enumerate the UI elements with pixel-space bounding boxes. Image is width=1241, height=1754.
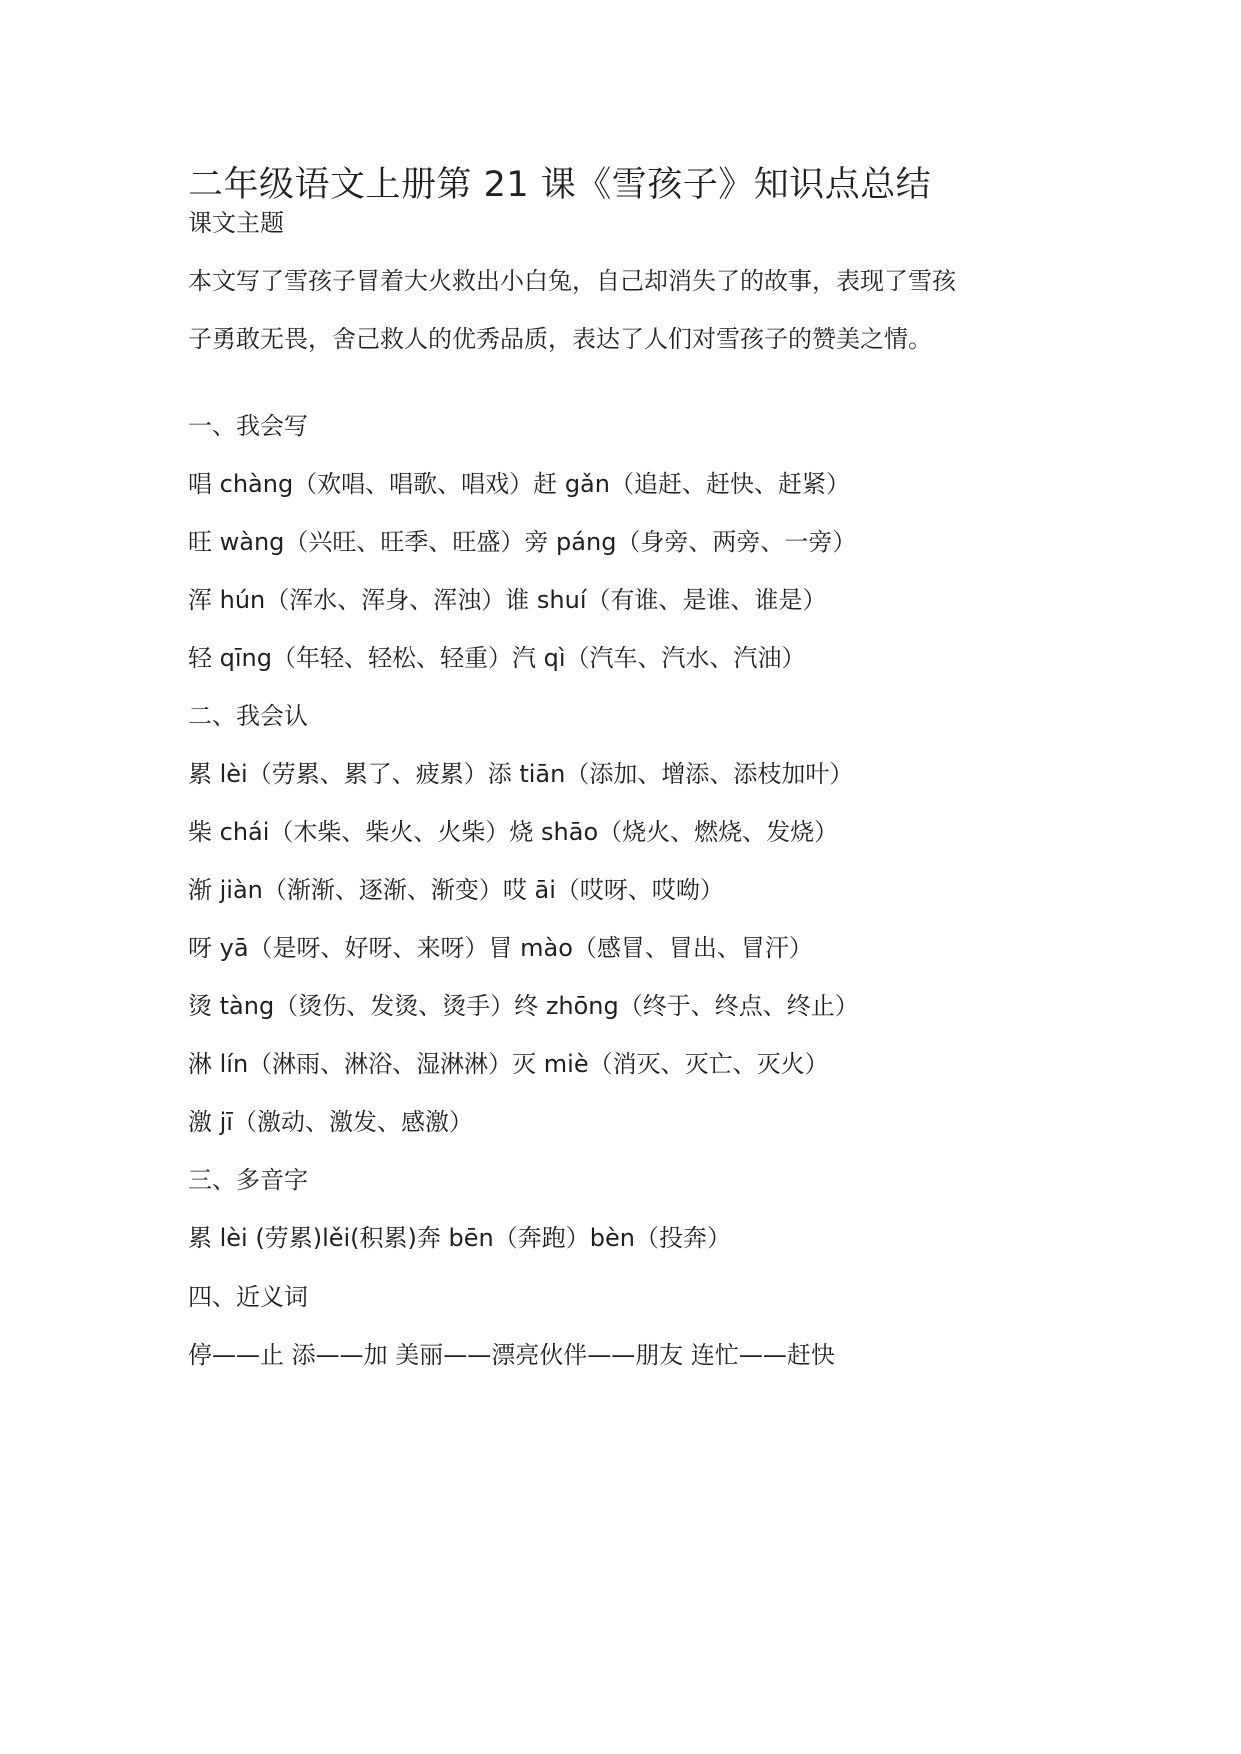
vocab-line: 呀 yā（是呀、好呀、来呀）冒 mào（感冒、冒出、冒汗） (188, 934, 813, 962)
vocab-line: 柴 chái（木柴、柴火、火柴）烧 shāo（烧火、燃烧、发烧） (188, 818, 839, 846)
vocab-line: 烫 tàng（烫伤、发烫、烫手）终 zhōng（终于、终点、终止） (188, 992, 859, 1020)
vocab-line: 轻 qīng（年轻、轻松、轻重）汽 qì（汽车、汽水、汽油） (188, 644, 806, 672)
section-heading-recognize: 二、我会认 (188, 702, 308, 730)
synonym-line: 停——止 添——加 美丽——漂亮伙伴——朋友 连忙——赶快 (188, 1341, 835, 1369)
theme-heading: 课文主题 (188, 209, 284, 237)
document-title: 二年级语文上册第 21 课《雪孩子》知识点总结 (188, 165, 932, 205)
vocab-line: 旺 wàng（兴旺、旺季、旺盛）旁 páng（身旁、两旁、一旁） (188, 528, 857, 556)
section-heading-polyphone: 三、多音字 (188, 1166, 308, 1194)
vocab-line: 累 lèi（劳累、累了、疲累）添 tiān（添加、增添、添枝加叶） (188, 760, 854, 788)
theme-text-line: 本文写了雪孩子冒着大火救出小白兔，自己却消失了的故事，表现了雪孩 (188, 267, 956, 295)
vocab-line: 激 jī（激动、激发、感激） (188, 1108, 473, 1136)
vocab-line: 淋 lín（淋雨、淋浴、湿淋淋）灭 miè（消灭、灭亡、灭火） (188, 1050, 829, 1078)
polyphone-line: 累 lèi (劳累)lěi(积累)奔 bēn（奔跑）bèn（投奔） (188, 1224, 731, 1252)
document-page (188, 0, 1088, 1754)
section-heading-write: 一、我会写 (188, 412, 308, 440)
theme-text-line: 子勇敢无畏，舍己救人的优秀品质，表达了人们对雪孩子的赞美之情。 (188, 325, 932, 353)
section-heading-synonyms: 四、近义词 (188, 1283, 308, 1311)
vocab-line: 浑 hún（浑水、浑身、浑浊）谁 shuí（有谁、是谁、谁是） (188, 586, 827, 614)
vocab-line: 渐 jiàn（渐渐、逐渐、渐变）哎 āi（哎呀、哎呦） (188, 876, 724, 904)
vocab-line: 唱 chàng（欢唱、唱歌、唱戏）赶 gǎn（追赶、赶快、赶紧） (188, 470, 850, 498)
